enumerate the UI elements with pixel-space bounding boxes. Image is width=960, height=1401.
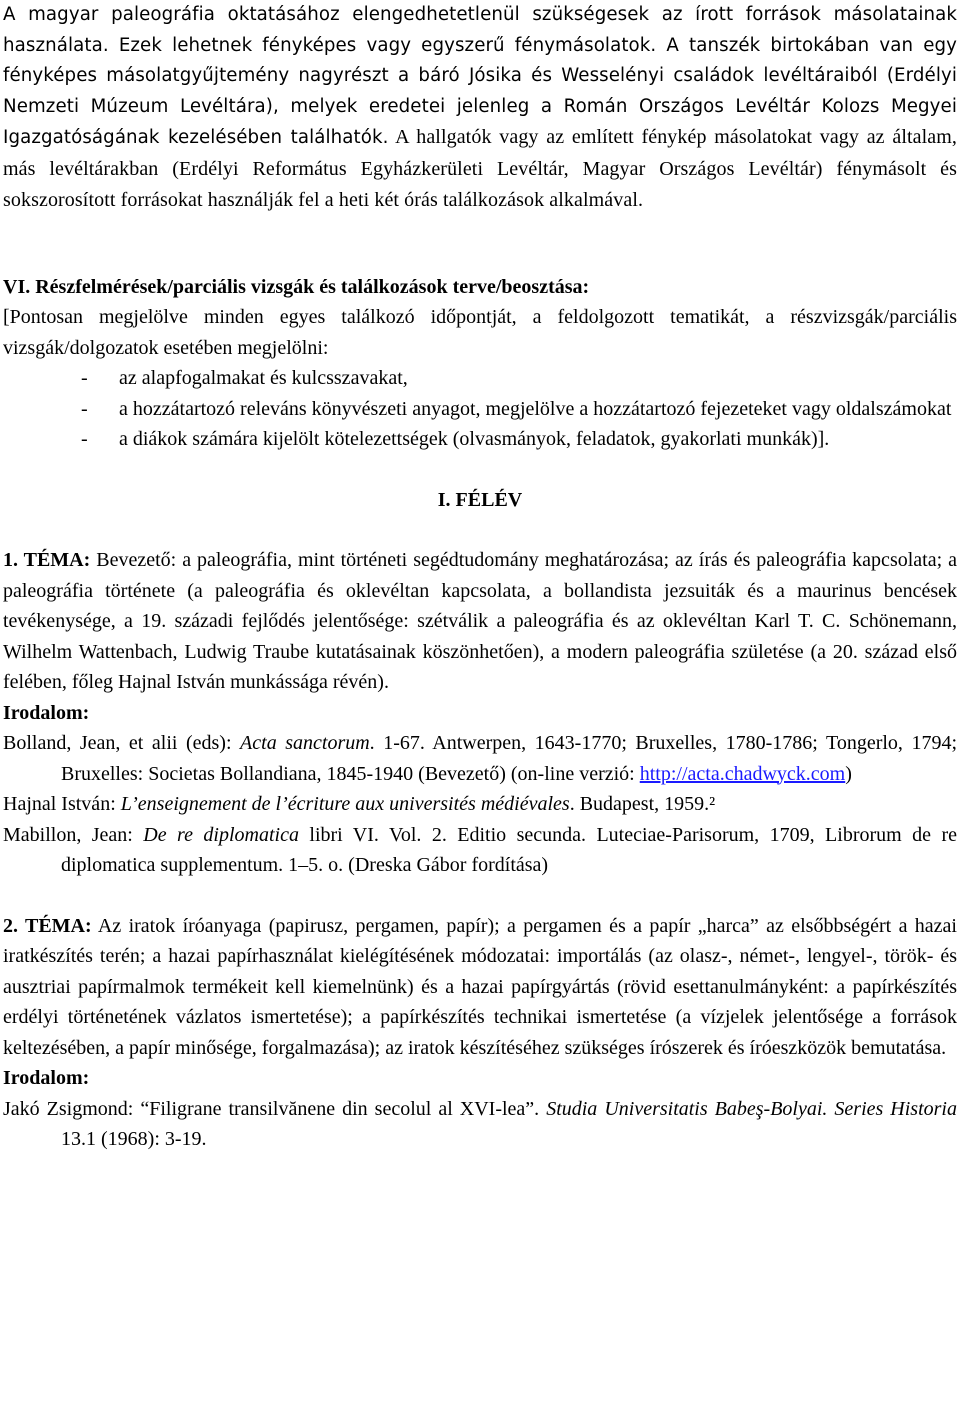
topic2-paragraph bbox=[3, 911, 957, 1064]
topic1-paragraph bbox=[3, 545, 957, 698]
ref-title: De re diplomatica bbox=[143, 823, 299, 846]
topic1-label: 1. TÉMA: bbox=[3, 549, 91, 571]
ref-author: Mabillon, Jean: bbox=[3, 823, 144, 846]
ref-details: 13.1 (1968): 3-19. bbox=[61, 1128, 207, 1150]
list-item-text: a diákok számára kijelölt kötelezettségek (olvasmányok, feladatok, gyakorlati munkák)]. bbox=[119, 428, 830, 450]
list-item bbox=[81, 424, 957, 455]
section-vi-list bbox=[3, 363, 957, 455]
reference-mabillon bbox=[3, 820, 957, 881]
section-vi-heading: VI. Részfelmérések/parciális vizsgák és találkozások terve/beosztása: bbox=[3, 275, 590, 298]
ref-tail: ) bbox=[845, 762, 852, 785]
ref-details: libri VI. Vol. 2. Editio secunda. Luteciae-Parisorum, 1709, Librorum de re diplomatica supplementum. 1–5. o. (Dreska Gábor fordítása) bbox=[61, 823, 957, 876]
ref-details: . Budapest, 1959.² bbox=[569, 793, 716, 815]
list-dash: - bbox=[81, 367, 88, 389]
list-item bbox=[81, 394, 957, 425]
list-item-text: a hozzátartozó releváns könyvészeti anyagot, megjelölve a hozzátartozó fejezeteket vagy oldalszámokat bbox=[119, 397, 952, 420]
topic2-label: 2. TÉMA: bbox=[3, 914, 92, 937]
intro-part1: A magyar paleográfia oktatásához elengedhetetlenül szükségesek az írott források másolatainak használata. Ezek lehetnek fényképes vagy egyszerű fénymásolatok. A tanszék birtokában van egy fényképes másolatgyűjtemény nagyrészt a báró Jósika és Wesselényi családok levéltáraiból (Erdélyi Nemzeti Múzeum Levéltára), melyek eredetei jelenleg a Román Országos Levéltár Kolozs Megyei Igazgatóságának kezelésében találhatók. bbox=[3, 4, 957, 148]
reference-hajnal bbox=[3, 789, 957, 820]
topic2-literature-label: Irodalom: bbox=[3, 1067, 90, 1089]
list-item-text: az alapfogalmakat és kulcsszavakat, bbox=[119, 367, 408, 389]
topic1-literature-label: Irodalom: bbox=[3, 701, 90, 724]
intro-part2: A hallgatók vagy az említett fénykép másolatokat vagy az általam, más levéltárakban (Erdélyi Református Egyházkerületi Levéltár, Magyar Országos Levéltár) fénymásolt és sokszorosított forrásokat használják fel a heti két órás találkozások alkalmával. bbox=[3, 126, 958, 211]
ref-author: Bolland, Jean, et alii (eds): bbox=[3, 732, 241, 754]
reference-bolland bbox=[3, 728, 957, 789]
ref-title: Studia Universitatis Babeş-Bolyai. Series Historia bbox=[546, 1097, 957, 1120]
reference-jako bbox=[3, 1094, 957, 1155]
intro-paragraph bbox=[3, 0, 957, 217]
section-vi-intro: [Pontosan megjelölve minden egyes találkozó időpontját, a feldolgozott tematikát, a részvizsgák/parciális vizsgák/dolgozatok esetében megjelölni: bbox=[3, 306, 957, 359]
semester-heading: I. FÉLÉV bbox=[437, 488, 523, 511]
topic1-text: Bevezető: a paleográfia, mint történeti segédtudomány meghatározása; az írás és paleográfia kapcsolata; a paleográfia története (a paleográfia és oklevéltan kapcsolata, a bollandista jezsuiták és a maurinus bencések tevékenysége, a 19. századi fejlődés jelentősége: szétválik a paleográfia és az oklevéltan Karl T. C. Schönemann, Wilhelm Wattenbach, Ludwig Traube kutatásainak köszönhetően), a modern paleográfia születése (a 20. század első felében, főleg Hajnal István munkássága révén). bbox=[3, 549, 957, 693]
list-dash: - bbox=[81, 428, 88, 450]
ref-author: Jakó Zsigmond: “Filigrane transilvănene din secolul al XVI-lea”. bbox=[3, 1097, 547, 1120]
ref-details: . 1-67. Antwerpen, 1643-1770; Bruxelles, 1780-1786; Tongerlo, 1794; Bruxelles: Societas Bollandiana, 1845-1940 (Bevezető) (on-line verzió: bbox=[61, 732, 957, 785]
ref-author: Hajnal István: bbox=[3, 793, 121, 815]
list-dash: - bbox=[81, 397, 88, 420]
ref-title: L’enseignement de l’écriture aux universités médiévales bbox=[120, 793, 570, 815]
topic2-text: Az iratok íróanyaga (papirusz, pergamen, papír); a pergamen és a papír „harca” az elsőbbségért a hazai iratkészítés terén; a hazai papírhasználat kielégítésének módozatai: importálás (az olasz-, német-, lengyel-, török- és ausztriai papírmalmok termékeit kell kiemelnünk) és a hazai papírgyártás (rövid esettanulmányként: a papírkészítés erdélyi történetének vázlatos ismertetése); a papírkészítés technikai ismertetése (a vízjelek jelentősége a források keltezésében, a papír minősége, forgalmazása); az iratok készítéséhez szükséges írószerek és íróeszközök bemutatása. bbox=[3, 914, 957, 1059]
list-item bbox=[81, 363, 957, 394]
acta-link[interactable]: http://acta.chadwyck.com bbox=[639, 762, 846, 785]
ref-title: Acta sanctorum bbox=[240, 732, 370, 754]
